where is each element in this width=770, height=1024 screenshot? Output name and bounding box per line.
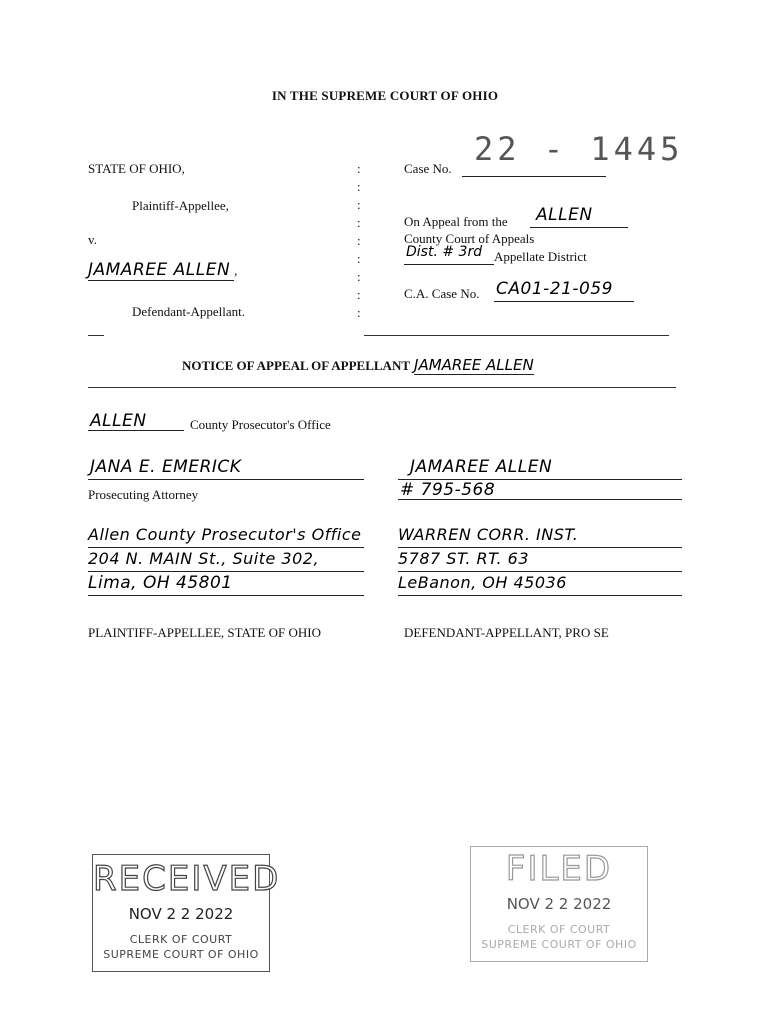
defendant-party-label: DEFENDANT-APPELLANT, PRO SE [404,625,609,640]
prosecutor-address-line3 [88,575,364,596]
prosecutor-county-line [88,413,184,431]
defendant-address-line3 [398,575,682,596]
versus-label: v. [88,232,97,247]
defendant-address1-handwritten: WARREN CORR. INST. [398,525,579,544]
defendant-address2-handwritten: 5787 ST. RT. 63 [398,549,530,568]
attorney-label: Prosecuting Attorney [88,487,199,502]
inmate-no-line [398,481,682,500]
defendant-address3-handwritten: LeBanon, OH 45036 [398,573,567,592]
caption-colon: : [357,287,361,302]
filed-stamp [470,846,648,962]
received-stamp-clerk: CLERK OF COURT [129,933,233,946]
caption-colon: : [357,233,361,248]
caption-colon: : [357,197,361,212]
appeal-from-label: On Appeal from the [404,214,508,229]
plaintiff-role: Plaintiff-Appellee, [132,198,229,213]
notice-appellant-handwritten: JAMAREE ALLEN [414,356,534,374]
attorney-line [88,459,364,480]
caption-colon: : [357,161,361,176]
caption-colon: : [357,215,361,230]
defendant-name-line-right [398,459,682,480]
ca-case-no-label: C.A. Case No. [404,286,480,301]
district-line [404,244,494,265]
prosecutor-county-handwritten: ALLEN [90,411,147,431]
received-stamp-title: RECEIVED [93,859,281,899]
received-stamp-court: SUPREME COURT OF OHIO [103,948,259,961]
caption-colon: : [357,305,361,320]
ca-case-line [494,279,634,302]
inmate-no-handwritten: # 795-568 [400,480,496,500]
county-line [530,205,628,228]
state-of-ohio: STATE OF OHIO, [88,161,185,176]
attorney-name-handwritten: JANA E. EMERICK [90,457,242,477]
filed-stamp-court: SUPREME COURT OF OHIO [481,938,637,951]
caption-rule-left [88,335,104,336]
case-no-label: Case No. [404,161,452,176]
district-handwritten: Dist. # 3rd [406,244,483,260]
filed-stamp-date: NOV 2 2 2022 [506,895,612,913]
caption-colon: : [357,251,361,266]
defendant-name-handwritten: JAMAREE ALLEN [88,260,234,281]
caption-rule-right [364,335,669,336]
defendant-role: Defendant-Appellant. [132,304,245,319]
prosecutor-address-line1 [88,527,364,548]
prosecutor-office-label: County Prosecutor's Office [190,417,331,432]
case-no-underline [462,176,606,177]
defendant-name-right-handwritten: JAMAREE ALLEN [410,457,553,477]
defendant-address-line2 [398,551,682,572]
notice-title-line [182,356,534,375]
court-title: IN THE SUPREME COURT OF OHIO [271,88,499,103]
defendant-comma: , [234,263,238,278]
prosecutor-address-line2 [88,551,364,572]
prosecutor-address1-handwritten: Allen County Prosecutor's Office [88,525,362,544]
filed-stamp-title: FILED [505,849,613,889]
defendant-name-line [88,260,237,280]
court-of-appeals-label: County Court of Appeals [404,231,535,246]
received-stamp-date: NOV 2 2 2022 [128,905,234,923]
prosecutor-address2-handwritten: 204 N. MAIN St., Suite 302, [88,549,320,568]
notice-rule [88,387,676,388]
prosecutor-address3-handwritten: Lima, OH 45801 [88,573,233,593]
plaintiff-party-label: PLAINTIFF-APPELLEE, STATE OF OHIO [88,625,321,640]
ca-case-no-handwritten: CA01-21-059 [496,279,613,299]
appellate-district-label: Appellate District [494,249,587,264]
notice-title: NOTICE OF APPEAL OF APPELLANT [182,358,411,373]
filed-stamp-clerk: CLERK OF COURT [507,923,611,936]
caption-colon: : [357,269,361,284]
received-stamp [92,854,281,972]
defendant-address-line1 [398,527,682,548]
caption-colon: : [357,179,361,194]
case-no-value: 22 - 1445 [474,130,684,168]
appeal-county-handwritten: ALLEN [536,205,593,225]
